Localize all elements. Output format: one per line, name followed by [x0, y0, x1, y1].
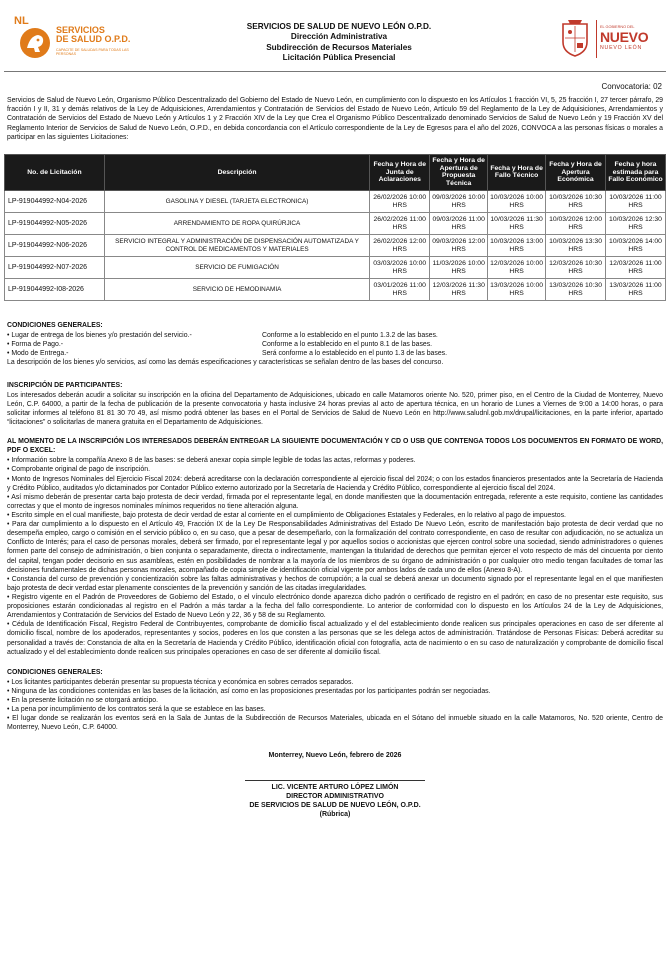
date-cell: 10/03/2026 10:00 HRS [488, 191, 546, 213]
date-cell: 09/03/2026 11:00 HRS [430, 213, 488, 235]
signature-line [245, 780, 425, 781]
table-row [5, 235, 666, 257]
condition-label: • Forma de Pago.- [7, 341, 64, 349]
title-line: Subdirección de Recursos Materiales [266, 42, 412, 52]
logo-big-text: NUEVO [600, 29, 649, 45]
condition-item: • En la presente licitación no se otorgará anticipo. [7, 697, 159, 705]
condition-note: La descripción de los bienes y/o servicios, así como las demás especificaciones y características se señalan dentro de las bases del concurso. [7, 359, 444, 367]
licitacion-description: SERVICIO DE HEMODINAMIA [104, 279, 369, 301]
documentacion-section [4, 437, 666, 657]
column-header: Fecha y Hora de Junta de Aclaraciones [370, 154, 430, 190]
column-header: Fecha y Hora de Apertura Económica [546, 154, 606, 190]
date-cell: 10/03/2026 11:30 HRS [488, 213, 546, 235]
logo-small-text: EL GOBIERNO DEL [600, 25, 635, 29]
date-cell: 03/03/2026 10:00 HRS [370, 257, 430, 279]
date-cell: 10/03/2026 12:00 HRS [546, 213, 606, 235]
condition-value: Conforme a lo establecido en el punto 1.3.2 de las bases. [262, 332, 438, 340]
gobierno-nuevo-leon-logo [560, 18, 660, 64]
document-title [164, 22, 514, 63]
condition-item [7, 340, 663, 349]
logo-sub-text: NUEVO LEÓN [600, 45, 643, 51]
column-header: No. de Licitación [5, 154, 105, 190]
convocatoria-number: Convocatoria: 02 [601, 82, 662, 91]
doc-item: • Registro vigente en el Padrón de Proveedores de Gobierno del Estado, o el vínculo electrónico donde aparezca dicho padrón o certificado de registro en el padrón; en caso de no presentar este requisito, sus proposiciones estarán condicionadas al registro en el Padrón a más tardar a la fecha del fallo correspondiente. Lo anterior de conformidad con lo dispuesto en los Artículos 24 de la Ley de Adquisiciones, Arrendamientos y Contratación de Servicios del Estado de Nuevo León y 22, 36 y 58 de su Reglamento. [7, 593, 663, 620]
logo-divider [596, 20, 597, 58]
date-cell: 12/03/2026 11:00 HRS [606, 257, 666, 279]
condiciones-generales-section [4, 321, 666, 368]
date-cell: 13/03/2026 10:00 HRS [488, 279, 546, 301]
licitacion-number: LP-919044992-N06-2026 [5, 235, 105, 257]
condition-value: Conforme a lo establecido en el punto 8.1 de las bases. [262, 341, 433, 349]
doc-item: • Así mismo deberán de presentar carta bajo protesta de decir verdad, firmada por el representante legal, en donde manifiesten que la documentación entregada, referente a este requisito, contiene las cantidades correctas y que el monto de ingresos nominales mínimos requeridos no tiene alteración alguna. [7, 493, 663, 510]
place-date: Monterrey, Nuevo León, febrero de 2026 [268, 751, 402, 759]
date-cell: 12/03/2026 10:30 HRS [546, 257, 606, 279]
date-cell: 10/03/2026 13:30 HRS [546, 235, 606, 257]
signer-org: DE SERVICIOS DE SALUD DE NUEVO LEÓN, O.P.D. [249, 802, 421, 810]
signer-rubrica: (Rúbrica) [319, 811, 351, 819]
intro-paragraph: Servicios de Salud de Nuevo León, Organismo Público Descentralizado del Gobierno del Estado de Nuevo León, en cumplimiento con lo dispuesto en los Artículos 1 fracción VI, 5, 25 fracción I, 27 tercer párrafo, 29 fracción I y II, 31 y demás relativos de la Ley de Adquisiciones, Arrendamientos y Contratación de Servicios del Estado de Nuevo León, Artículo 59 del Reglamento de la Ley de Adquisiciones, Arrendamientos y Contratación de Servicios del Estado de Nuevo León y Artículos 1 y 2 Fracción XIV de la Ley que Crea el Organismo Público Descentralizado denominado Servicios de Salud de Nuevo León y 19 Fracción XV del Reglamento Interior de Servicios de Salud de Nuevo León, O.P.D., en debida concordancia con el Artículo correspondiente de la Ley de Egresos para el año del 2026, CONVOCA a las personas físicas o morales a participar en las siguientes Licitaciones: [7, 97, 663, 141]
servicios-salud-logo [14, 14, 134, 62]
date-cell: 10/03/2026 11:00 HRS [606, 191, 666, 213]
condition-item: • Los licitantes participantes deberán presentar su propuesta técnica y económica en sobres cerrados separados. [7, 678, 354, 686]
licitacion-number: LP-919044992-N07-2026 [5, 257, 105, 279]
logo-nl-text: NL [14, 15, 29, 27]
column-header: Fecha y Hora de Apertura de Propuesta Técnica [430, 154, 488, 190]
inscripcion-section [4, 381, 666, 428]
signer-name: LIC. VICENTE ARTURO LÓPEZ LIMÓN [271, 783, 399, 791]
date-cell: 09/03/2026 12:00 HRS [430, 235, 488, 257]
signature-block [4, 783, 666, 820]
condition-item [7, 331, 663, 340]
date-cell: 12/03/2026 10:00 HRS [488, 257, 546, 279]
signer-title: DIRECTOR ADMINISTRATIVO [286, 792, 384, 800]
date-cell: 13/03/2026 10:30 HRS [546, 279, 606, 301]
date-cell: 03/01/2026 11:00 HRS [370, 279, 430, 301]
licitacion-number: LP-919044992-I08-2026 [5, 279, 105, 301]
title-line: SERVICIOS DE SALUD DE NUEVO LEÓN O.P.D. [246, 22, 432, 31]
doc-item: • Constancia del curso de prevención y concientización sobre las faltas administrativas y hechos de corrupción; a la cual se deberá anexar un documento signado por el representante legal en el que manifiesten bajo protesta de decir verdad estar plenamente conscientes de la prevención y sanción de las citadas irregularidades. [7, 575, 663, 592]
doc-item: • Comprobante original de pago de inscripción. [7, 466, 150, 474]
doc-item: • Información sobre la compañía Anexo 8 de las bases: se deberá anexar copia simple legible de todas las actas, reformas y poderes. [7, 457, 416, 465]
licitacion-description: ARRENDAMIENTO DE ROPA QUIRÚRJICA [104, 213, 369, 235]
date-cell: 10/03/2026 12:30 HRS [606, 213, 666, 235]
date-cell: 10/03/2026 10:30 HRS [546, 191, 606, 213]
document-header [4, 0, 666, 72]
date-cell: 26/02/2026 10:00 HRS [370, 191, 430, 213]
date-cell: 26/02/2026 11:00 HRS [370, 213, 430, 235]
table-row [5, 213, 666, 235]
licitacion-description: GASOLINA Y DIESEL (TARJETA ELECTRONICA) [104, 191, 369, 213]
condition-item [7, 349, 663, 358]
condiciones-generales-section-2 [4, 668, 666, 733]
inscripcion-text: Los interesados deberán acudir a solicitar su inscripción en la oficina del Departamento de Adquisiciones, ubicado en calle Matamoros oriente No. 520, primer piso, en el Centro de la Ciudad de Monterrey, Nuevo León, C.P. 64000, a partir de la fecha de publicación de la presente convocatoria y hasta inclusive 24 horas previas al acto de apertura técnica, en un horario de Lunes a Viernes de 9:00 a 14:00 horas, o para solicitar informes al teléfono 81 81 30 70 49, así mismo podrá obtener las bases en el Portal de Servicios de Salud de Nuevo León en http://www.saludnl.gob.mx/drupal/licitaciones, en la parte inferior, apartado “licitaciones” o solicitarlas de manera gratuita en el Departamento de Adquisiciones. [7, 391, 663, 427]
logo-line2: DE SALUD O.P.D. [56, 34, 131, 45]
doc-item: • Escrito simple en el cual manifieste, bajo protesta de decir verdad de estar al corriente en el cumplimiento de Obligaciones Estatales y Federales, en lo relativo al pago de impuestos. [7, 512, 566, 519]
title-line: Licitación Pública Presencial [282, 52, 396, 62]
logo-line1: SERVICIOS [56, 25, 105, 35]
title-line: Dirección Administrativa [290, 32, 388, 42]
date-cell: 12/03/2026 11:30 HRS [430, 279, 488, 301]
table-row [5, 279, 666, 301]
table-row [5, 191, 666, 213]
table-row [5, 257, 666, 279]
licitacion-number: LP-919044992-N04-2026 [5, 191, 105, 213]
coat-of-arms-icon [560, 18, 590, 58]
table-header-row [5, 154, 666, 190]
lion-icon [18, 26, 52, 60]
column-header: Descripción [104, 154, 369, 190]
doc-item: • Cédula de Identificación Fiscal, Registro Federal de Contribuyentes, comprobante de domicilio fiscal actualizado y el del establecimiento donde realicen sus principales operaciones en caso de ser diferente al domicilio fiscal, nombre de los apoderados, representantes y socios, poderes en los que consten a las personas que se les delega actos de administración. Tratándose de Personas Físicas: Deberá acreditar su personalidad a través de: Constancia de alta en la Secretaría de Hacienda y Crédito Público, identificación oficial con fotografía, acta de nacimiento o en su caso de naturalización y comprobante de domicilio fiscal actualizado y el del establecimiento donde realicen sus principales operaciones en caso de ser diferente al domicilio fiscal. [7, 621, 663, 656]
licitaciones-table [4, 154, 666, 301]
column-header: Fecha y hora estimada para Fallo Económico [606, 154, 666, 190]
condition-value: Será conforme a lo establecido en el punto 1.3 de las bases. [262, 350, 448, 358]
condition-item: • Ninguna de las condiciones contenidas en las bases de la licitación, así como en las proposiciones presentadas por los participantes podrán ser negociadas. [7, 687, 491, 695]
date-cell: 10/03/2026 14:00 HRS [606, 235, 666, 257]
licitacion-description: SERVICIO INTEGRAL Y ADMINISTRACIÓN DE DISPENSACIÓN AUTOMATIZADA Y CONTROL DE MEDICAMENTOS Y MATERIALES [104, 235, 369, 257]
section-title: INSCRIPCIÓN DE PARTICIPANTES: [7, 381, 123, 389]
section-title: CONDICIONES GENERALES: [7, 322, 103, 330]
column-header: Fecha y Hora de Fallo Técnico [488, 154, 546, 190]
doc-item: • Monto de Ingresos Nominales del Ejercicio Fiscal 2024: deberá acreditarse con la declaración correspondiente al ejercicio fiscal del 2024; o con los estados financieros presentados ante la Secretaría de Hacienda y Crédito Público, auditados y/o dictaminados por Contador Público externo autorizado por la Secretaría de Hacienda y Crédito Público, correspondiente al ejercicio fiscal del 2024. [7, 475, 663, 492]
date-cell: 10/03/2026 13:00 HRS [488, 235, 546, 257]
condition-label: • Modo de Entrega.- [7, 350, 69, 358]
logo-tagline: CAPACITE DE SALUDAS PARA TODAS LAS PERSONAS [56, 48, 129, 57]
licitacion-description: SERVICIO DE FUMIGACIÓN [104, 257, 369, 279]
date-cell: 11/03/2026 10:00 HRS [430, 257, 488, 279]
condition-item: • El lugar donde se realizarán los eventos será en la Sala de Juntas de la Subdirección de Recursos Materiales, ubicada en el Sótano del inmueble situado en la calle Matamoros, No. 520 oriente, Centro de Monterrey, Nuevo León, C.P. 64000. [7, 715, 663, 732]
date-cell: 09/03/2026 10:00 HRS [430, 191, 488, 213]
condition-item: • La pena por incumplimiento de los contratos será la que se establece en las bases. [7, 706, 266, 714]
date-cell: 26/02/2026 12:00 HRS [370, 235, 430, 257]
date-cell: 13/03/2026 11:00 HRS [606, 279, 666, 301]
section-title: AL MOMENTO DE LA INSCRIPCIÓN LOS INTERESADOS DEBERÁN ENTREGAR LA SIGUIENTE DOCUMENTACIÓN Y CD O USB QUE CONTENGA TODOS LOS DOCUMENTOS EN FORMATO DE WORD, PDF O EXCEL: [7, 438, 663, 455]
licitacion-number: LP-919044992-N05-2026 [5, 213, 105, 235]
section-title: CONDICIONES GENERALES: [7, 668, 103, 676]
doc-item: • Para dar cumplimiento a lo dispuesto en el Artículo 49, Fracción IX de la Ley De Responsabilidades Administrativas del Estado De Nuevo León, escrito de manifestación bajo protesta de decir verdad que no desempeña empleo, cargo o comisión en el servicio público o, en su caso, que a pesar de desempeñarlo, con la formalización del contrato correspondiente, en caso de resultar con adjudicación, no se actualiza un Conflicto de Interés; para el caso de personas morales, deberá ser firmado, por el representante legal y por aquellos socios o accionistas que ejercen control sobre una sociedad, siendo administradores o quienes formen parte del consejo de administración, o bien conjunta o separadamente, directa o indirectamente, mantengan la titularidad de derechos que permitan ejercer el voto respecto de más del cincuenta por ciento del capital, tengan poder decisorio en sus asambleas, estén en posibilidades de nombrar a la mayoría de los miembros de su órgano de administración o por cualquier otro medio tengan facultades de tomar las decisiones fundamentales de dichas personas morales, acompañado de copia simple de identificación oficial vigente por ambos lados de cada uno de ellos (Anexo 8-A). [7, 521, 663, 574]
condition-label: • Lugar de entrega de los bienes y/o prestación del servicio.- [7, 332, 192, 340]
